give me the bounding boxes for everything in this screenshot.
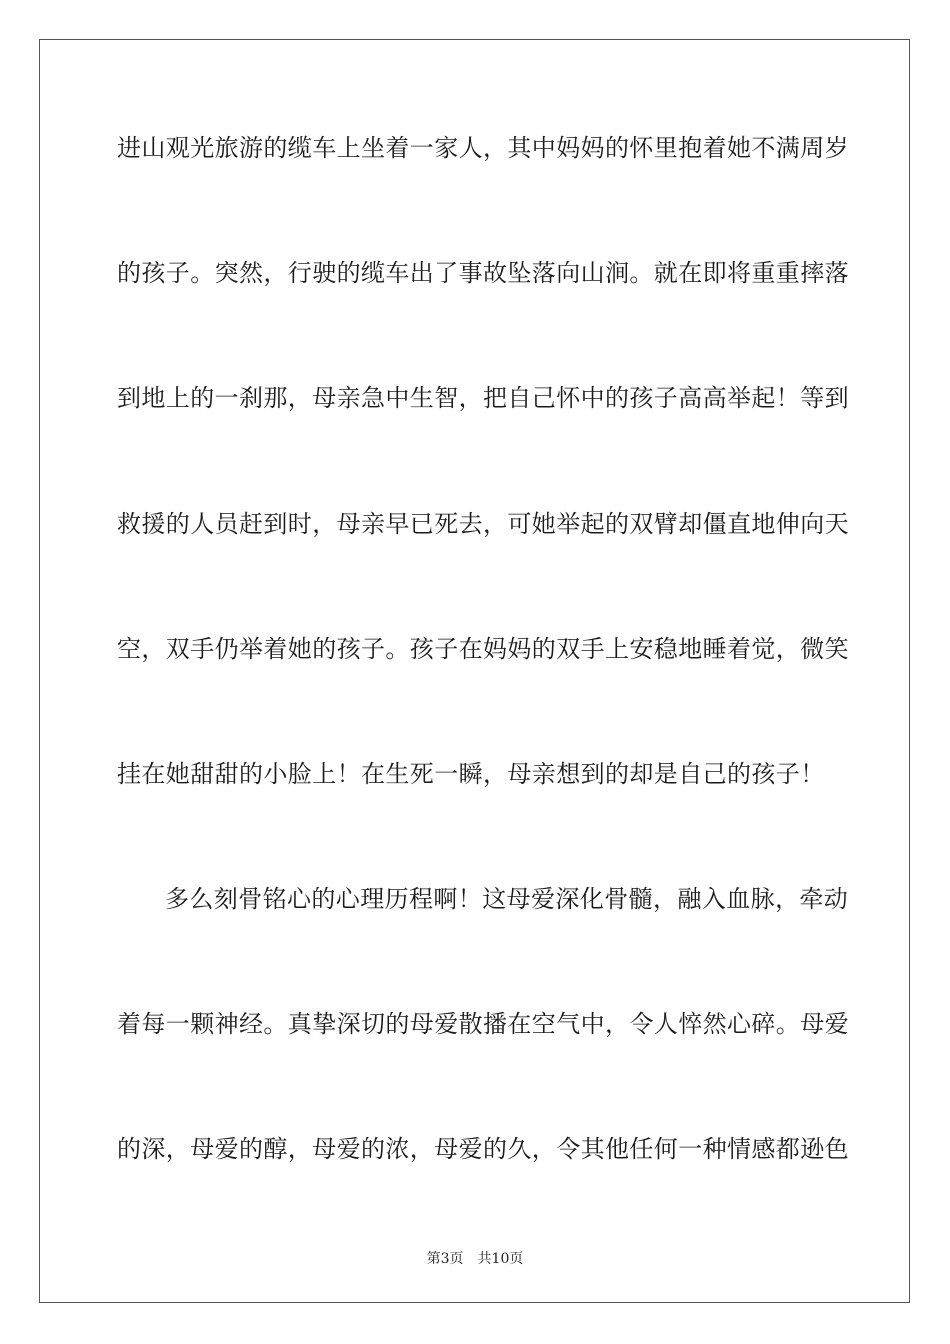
page-number: 第3页	[426, 1251, 464, 1267]
page-footer	[0, 1248, 950, 1268]
text-line: 进山观光旅游的缆车上坐着一家人，其中妈妈的怀里抱着她不满周岁	[117, 134, 849, 162]
text-line: 着每一颗神经。真挚深切的母爱散播在空气中，令人悴然心碎。母爱	[117, 1010, 849, 1038]
page-border	[39, 39, 910, 1303]
text-line: 救援的人员赶到时，母亲早已死去，可她举起的双臂却僵直地伸向天	[117, 510, 849, 538]
text-line: 的深，母爱的醇，母爱的浓，母爱的久，令其他任何一种情感都逊色	[117, 1135, 849, 1163]
text-line: 空，双手仍举着她的孩子。孩子在妈妈的双手上安稳地睡着觉，微笑	[117, 635, 849, 663]
text-line: 挂在她甜甜的小脸上！在生死一瞬，母亲想到的却是自己的孩子！	[117, 760, 825, 788]
text-line: 到地上的一刹那，母亲急中生智，把自己怀中的孩子高高举起！等到	[117, 384, 849, 412]
page-total: 共10页	[477, 1251, 524, 1267]
text-line: 的孩子。突然，行驶的缆车出了事故坠落向山涧。就在即将重重摔落	[117, 259, 849, 287]
paragraph-first-line: 多么刻骨铭心的心理历程啊！这母爱深化骨髓，融入血脉，牵动	[165, 885, 849, 913]
